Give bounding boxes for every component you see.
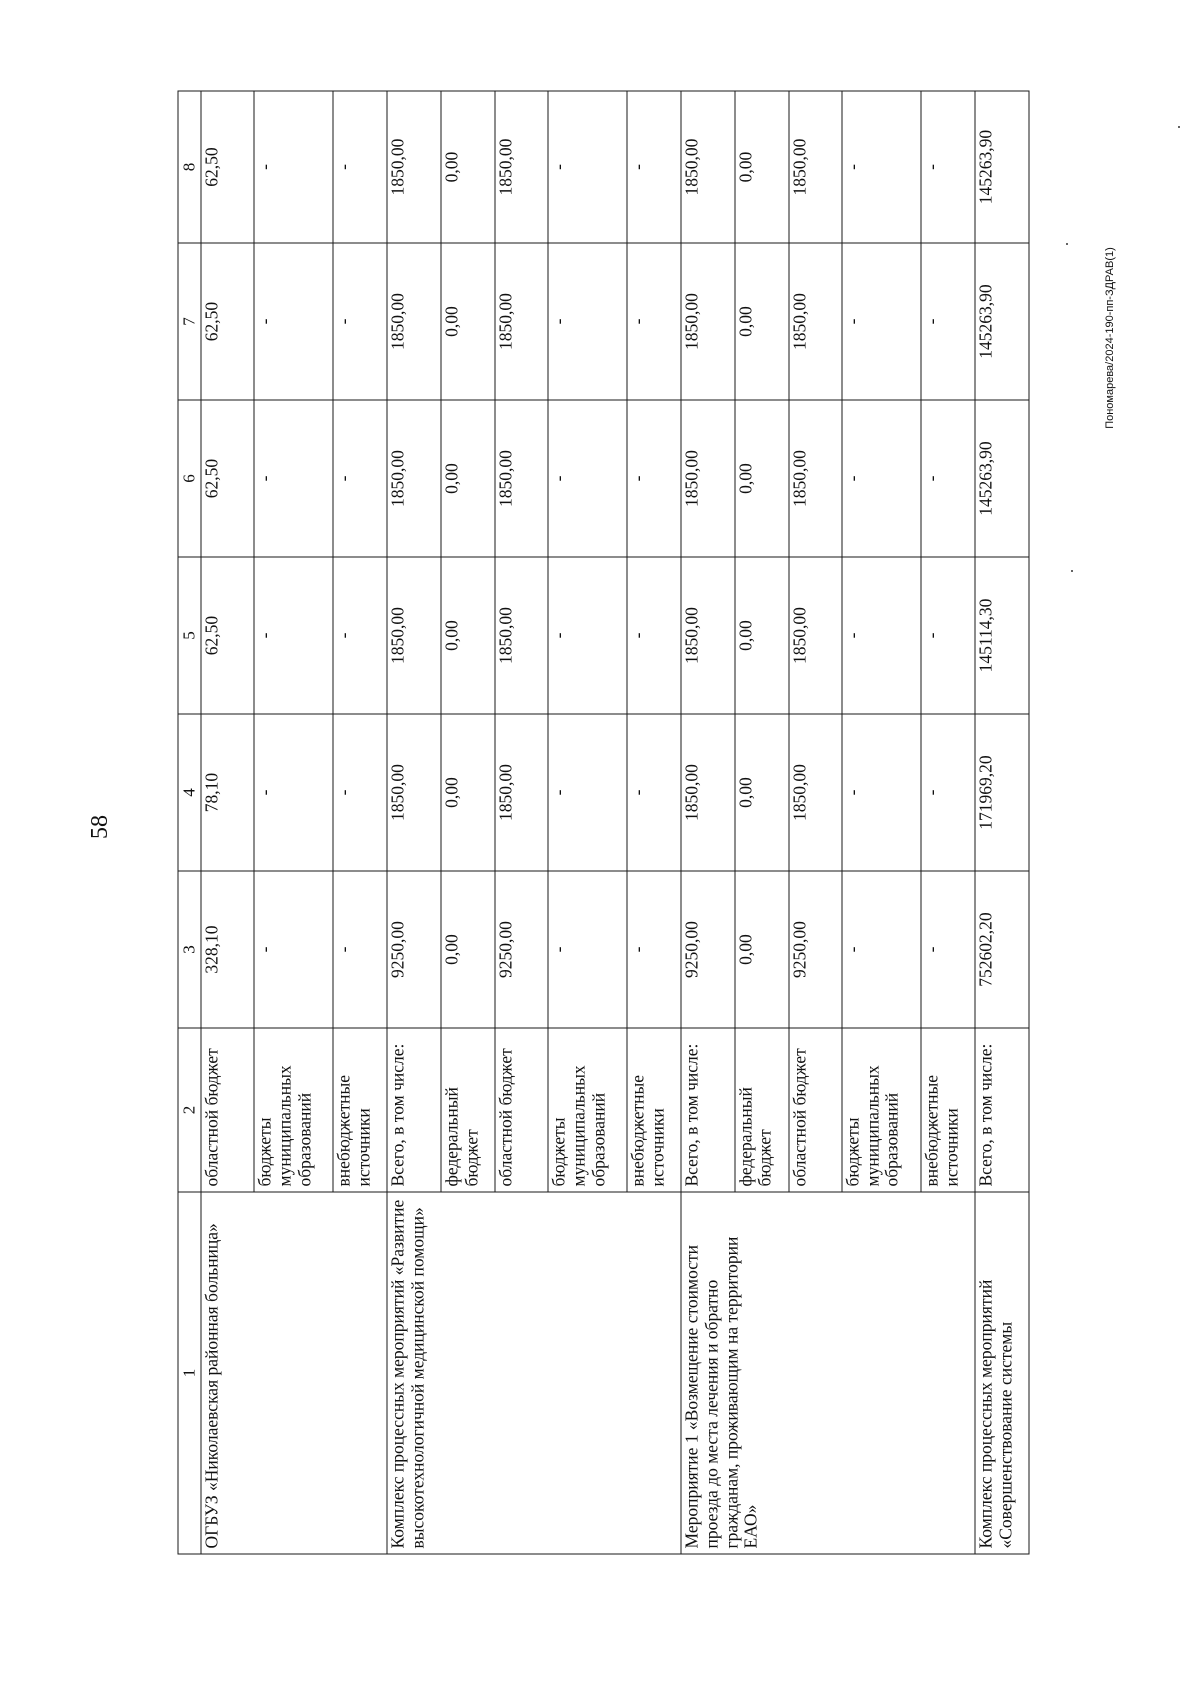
- value-cell: -: [842, 91, 921, 243]
- value-cell: 145263,90: [975, 400, 1029, 557]
- value-cell: -: [333, 714, 387, 871]
- value-cell: 752602,20: [975, 871, 1029, 1028]
- value-cell: -: [548, 871, 627, 1028]
- value-cell: 9250,00: [681, 871, 734, 1028]
- program-name: Комплекс процессных мероприятий «Развитие высокотехнологичной медицинской помощи»: [387, 1192, 681, 1554]
- header-col-7: 7: [178, 243, 201, 400]
- value-cell: -: [842, 871, 921, 1028]
- table-row: [681, 91, 734, 1554]
- funding-source: Всего, в том числе:: [387, 1028, 440, 1192]
- value-cell: -: [627, 557, 681, 714]
- value-cell: 0,00: [735, 557, 789, 714]
- value-cell: 1850,00: [387, 91, 440, 243]
- funding-source: внебюджетные источники: [921, 1028, 975, 1192]
- funding-source: областной бюджет: [201, 1028, 254, 1192]
- value-cell: 62,50: [201, 557, 254, 714]
- value-cell: 171969,20: [975, 714, 1029, 871]
- value-cell: 9250,00: [495, 871, 548, 1028]
- value-cell: 1850,00: [495, 243, 548, 400]
- table-row: [975, 91, 1029, 1554]
- table-row: [201, 91, 254, 1554]
- value-cell: -: [254, 557, 333, 714]
- program-name: Мероприятие 1 «Возмещение стоимости проезда до места лечения и обратно гражданам, проживающим на территории ЕАО»: [681, 1192, 975, 1554]
- value-cell: 145114,30: [975, 557, 1029, 714]
- value-cell: 328,10: [201, 871, 254, 1028]
- value-cell: -: [333, 557, 387, 714]
- funding-source: внебюджетные источники: [627, 1028, 681, 1192]
- funding-source: областной бюджет: [495, 1028, 548, 1192]
- value-cell: 0,00: [441, 557, 495, 714]
- header-col-5: 5: [178, 557, 201, 714]
- value-cell: -: [921, 400, 975, 557]
- value-cell: -: [333, 871, 387, 1028]
- value-cell: 0,00: [735, 243, 789, 400]
- value-cell: -: [921, 714, 975, 871]
- header-col-3: 3: [178, 871, 201, 1028]
- scan-speck: [1066, 243, 1068, 245]
- value-cell: 1850,00: [789, 243, 842, 400]
- value-cell: 9250,00: [387, 871, 440, 1028]
- value-cell: -: [333, 243, 387, 400]
- header-col-2: 2: [178, 1028, 201, 1192]
- funding-source: федеральный бюджет: [441, 1028, 495, 1192]
- value-cell: 0,00: [441, 91, 495, 243]
- funding-source: внебюджетные источники: [333, 1028, 387, 1192]
- funding-source: областной бюджет: [789, 1028, 842, 1192]
- value-cell: 1850,00: [387, 243, 440, 400]
- value-cell: -: [627, 91, 681, 243]
- value-cell: -: [548, 714, 627, 871]
- scan-speck: [1071, 570, 1073, 572]
- value-cell: 0,00: [441, 243, 495, 400]
- value-cell: 1850,00: [789, 714, 842, 871]
- value-cell: 1850,00: [387, 714, 440, 871]
- value-cell: -: [333, 91, 387, 243]
- value-cell: 1850,00: [495, 91, 548, 243]
- value-cell: 1850,00: [789, 400, 842, 557]
- value-cell: -: [921, 91, 975, 243]
- funding-source: федеральный бюджет: [735, 1028, 789, 1192]
- page-number: 58: [87, 815, 113, 839]
- value-cell: 145263,90: [975, 91, 1029, 243]
- value-cell: 1850,00: [681, 400, 734, 557]
- funding-source: Всего, в том числе:: [681, 1028, 734, 1192]
- value-cell: 0,00: [735, 400, 789, 557]
- value-cell: -: [254, 871, 333, 1028]
- scan-speck: [1178, 126, 1180, 128]
- value-cell: 1850,00: [387, 557, 440, 714]
- program-name: ОГБУЗ «Николаевская районная больница»: [201, 1192, 387, 1554]
- value-cell: 1850,00: [789, 557, 842, 714]
- value-cell: -: [627, 243, 681, 400]
- value-cell: -: [548, 400, 627, 557]
- value-cell: 1850,00: [495, 400, 548, 557]
- header-col-6: 6: [178, 400, 201, 557]
- header-col-1: 1: [178, 1192, 201, 1554]
- value-cell: 1850,00: [681, 714, 734, 871]
- value-cell: 1850,00: [495, 557, 548, 714]
- value-cell: -: [842, 243, 921, 400]
- value-cell: -: [921, 557, 975, 714]
- value-cell: -: [921, 871, 975, 1028]
- value-cell: 0,00: [441, 400, 495, 557]
- value-cell: 0,00: [735, 91, 789, 243]
- budget-table-rotated: [178, 92, 1030, 1555]
- value-cell: 1850,00: [681, 91, 734, 243]
- value-cell: -: [842, 714, 921, 871]
- document-code: Пономарева/2024-190-пп-ЗДРАВ(1): [1104, 247, 1116, 429]
- value-cell: 62,50: [201, 400, 254, 557]
- value-cell: -: [627, 871, 681, 1028]
- funding-source: бюджеты муниципальных образований: [548, 1028, 627, 1192]
- value-cell: -: [254, 400, 333, 557]
- value-cell: 0,00: [735, 714, 789, 871]
- value-cell: 62,50: [201, 91, 254, 243]
- value-cell: 78,10: [201, 714, 254, 871]
- value-cell: 0,00: [735, 871, 789, 1028]
- header-col-8: 8: [178, 91, 201, 243]
- value-cell: 1850,00: [681, 243, 734, 400]
- value-cell: -: [548, 243, 627, 400]
- value-cell: -: [254, 91, 333, 243]
- funding-source: Всего, в том числе:: [975, 1028, 1029, 1192]
- header-col-4: 4: [178, 714, 201, 871]
- value-cell: 1850,00: [387, 400, 440, 557]
- value-cell: -: [842, 557, 921, 714]
- value-cell: -: [627, 400, 681, 557]
- funding-source: бюджеты муниципальных образований: [254, 1028, 333, 1192]
- value-cell: 1850,00: [789, 91, 842, 243]
- value-cell: 145263,90: [975, 243, 1029, 400]
- value-cell: -: [548, 557, 627, 714]
- value-cell: 1850,00: [495, 714, 548, 871]
- program-name: Комплекс процессных мероприятий «Совершенствование системы: [975, 1192, 1029, 1554]
- value-cell: -: [548, 91, 627, 243]
- value-cell: 0,00: [441, 871, 495, 1028]
- table-row: [387, 91, 440, 1554]
- value-cell: 1850,00: [681, 557, 734, 714]
- value-cell: -: [627, 714, 681, 871]
- value-cell: 62,50: [201, 243, 254, 400]
- funding-source: бюджеты муниципальных образований: [842, 1028, 921, 1192]
- value-cell: -: [254, 243, 333, 400]
- value-cell: -: [921, 243, 975, 400]
- budget-table: [178, 91, 1030, 1555]
- header-row: [178, 91, 201, 1554]
- value-cell: 9250,00: [789, 871, 842, 1028]
- value-cell: 0,00: [441, 714, 495, 871]
- value-cell: -: [333, 400, 387, 557]
- value-cell: -: [254, 714, 333, 871]
- value-cell: -: [842, 400, 921, 557]
